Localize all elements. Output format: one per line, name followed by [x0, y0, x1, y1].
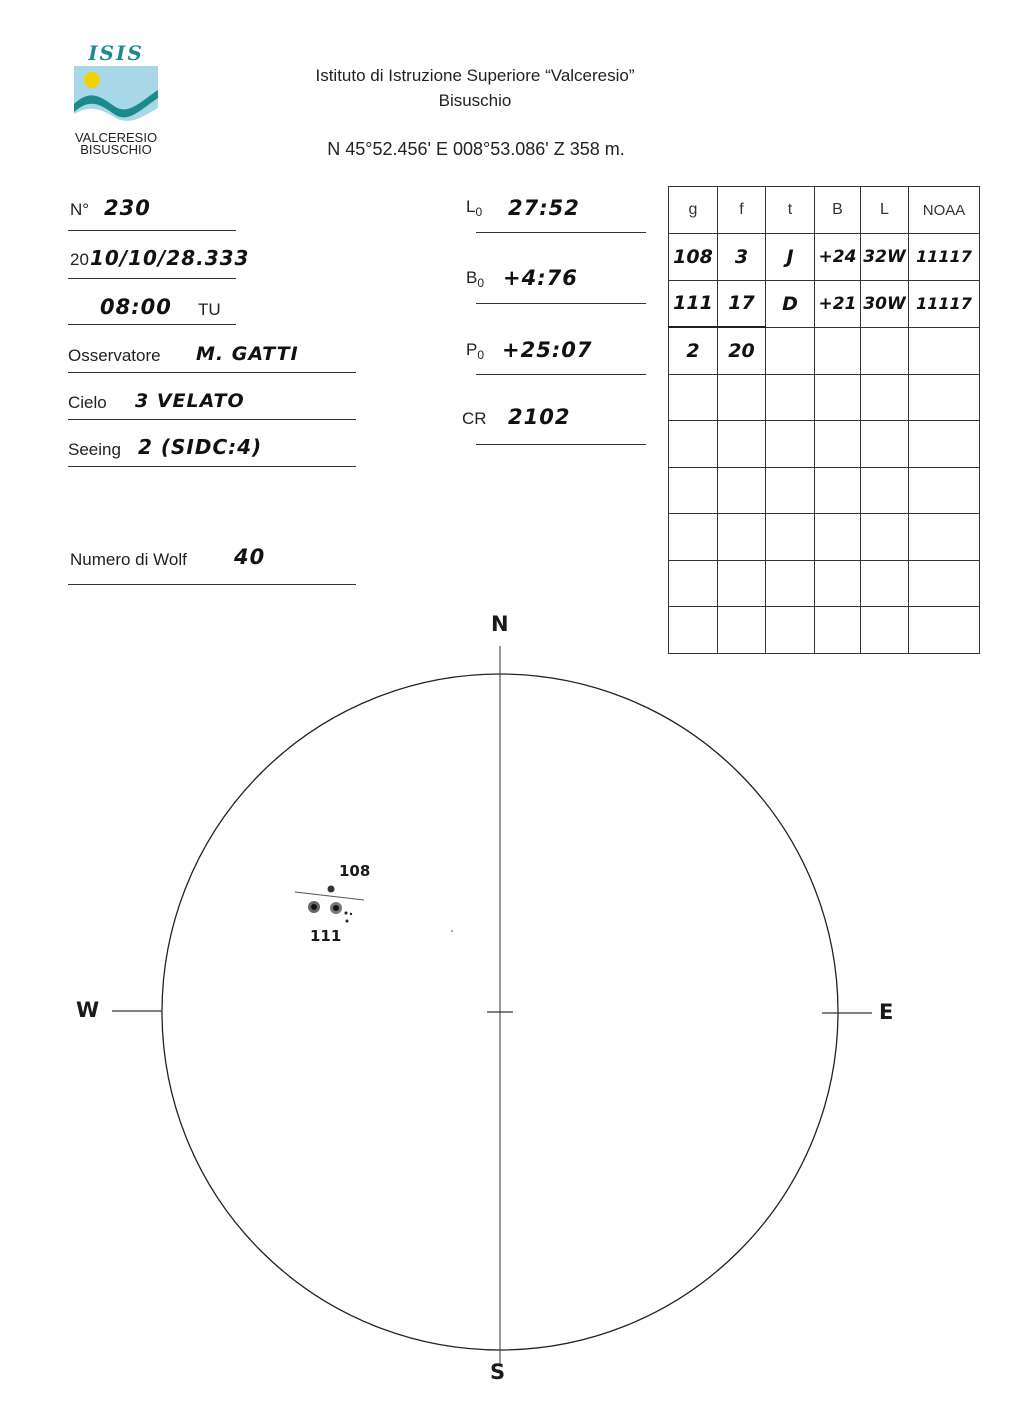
observer-label: Osservatore [68, 346, 161, 365]
cell-f [718, 514, 766, 561]
wolf-label: Numero di Wolf [70, 550, 187, 569]
cell-t: J [766, 234, 815, 281]
sky-rule [68, 419, 356, 420]
cell-noaa [909, 327, 980, 374]
header-g: g [669, 187, 718, 234]
header-t: t [766, 187, 815, 234]
table-row [669, 374, 980, 421]
logo-line-2: BISUSCHIO [80, 142, 152, 157]
seeing-label: Seeing [68, 440, 121, 459]
l0-label: $L_0$ [466, 197, 483, 219]
cell-t: D [766, 280, 815, 327]
cell-l [861, 467, 909, 514]
cell-b [815, 467, 861, 514]
sky-label: Cielo [68, 393, 107, 412]
cell-g [669, 421, 718, 468]
cell-l [861, 374, 909, 421]
cell-l [861, 327, 909, 374]
cell-g: 108 [669, 234, 718, 281]
cell-t [766, 514, 815, 561]
cell-noaa [909, 374, 980, 421]
cell-t [766, 374, 815, 421]
cell-noaa [909, 467, 980, 514]
cell-b [815, 374, 861, 421]
institute-name: Istituto di Istruzione Superiore “Valceresio” [315, 66, 635, 85]
cell-l: 32W [861, 234, 909, 281]
date-value: 10/10/28.333 [90, 246, 250, 270]
cell-g [669, 514, 718, 561]
number-label: N° [70, 200, 90, 219]
table-row [669, 280, 980, 327]
p0-value: +25:07 [502, 338, 593, 362]
cell-b [815, 327, 861, 374]
cell-noaa: 11117 [909, 234, 980, 281]
group-label-111: 111 [310, 927, 342, 945]
west-label: W [76, 998, 100, 1022]
b0-value: +4:76 [503, 266, 578, 290]
table-row [669, 421, 980, 468]
time-rule [68, 324, 236, 325]
table-row [669, 514, 980, 561]
l0-value: 27:52 [508, 196, 580, 220]
cell-l: 30W [861, 280, 909, 327]
number-value: 230 [104, 196, 151, 220]
b0-rule [476, 303, 646, 304]
cell-b [815, 421, 861, 468]
sky-value: 3 VELATO [135, 390, 245, 412]
cell-t [766, 421, 815, 468]
cell-f [718, 421, 766, 468]
table-row [669, 467, 980, 514]
north-label: N [491, 612, 509, 636]
cell-b: +24 [815, 234, 861, 281]
south-label: S [490, 1360, 506, 1384]
cell-l [861, 514, 909, 561]
b0-label: $B_0$ [466, 268, 485, 290]
cell-f: 20 [718, 327, 766, 374]
institute-town: Bisuschio [438, 91, 512, 110]
observatory-coordinates: N 45°52.456' E 008°53.086' Z 358 m. [327, 139, 625, 159]
date-prefix: 20 [70, 250, 89, 269]
cell-f: 3 [718, 234, 766, 281]
cell-b: +21 [815, 280, 861, 327]
seeing-value: 2 (SIDC:4) [138, 435, 263, 459]
time-value: 08:00 [100, 295, 172, 319]
observer-rule [68, 372, 356, 373]
number-rule [68, 230, 236, 231]
cr-rule [476, 444, 646, 445]
cell-noaa [909, 421, 980, 468]
observer-value: M. GATTI [196, 343, 299, 365]
date-rule [68, 278, 236, 279]
cell-l [861, 421, 909, 468]
sunspot-group-drawing [295, 886, 453, 933]
cr-value: 2102 [508, 405, 571, 429]
time-unit: TU [198, 300, 221, 319]
logo-line-1: VALCERESIO [74, 130, 158, 145]
wolf-rule [68, 584, 356, 585]
cell-f: 17 [718, 280, 766, 327]
cell-f [718, 374, 766, 421]
header-noaa: NOAA [909, 187, 980, 234]
group-label-108: 108 [339, 862, 371, 880]
cell-b [815, 514, 861, 561]
table-row [669, 327, 980, 374]
logo-emblem-icon [70, 44, 162, 134]
table-row [669, 234, 980, 281]
p0-label: $P_0$ [466, 340, 485, 362]
sunspot-groups-table [668, 186, 980, 654]
header-b: B [815, 187, 861, 234]
school-logo [70, 44, 162, 159]
wolf-value: 40 [234, 545, 266, 569]
cell-t [766, 467, 815, 514]
l0-rule [476, 232, 646, 233]
cell-g: 111 [669, 280, 718, 327]
header-f: f [718, 187, 766, 234]
east-label: E [879, 1000, 894, 1024]
cell-f [718, 467, 766, 514]
cell-g [669, 374, 718, 421]
cell-noaa [909, 514, 980, 561]
cell-noaa: 11117 [909, 280, 980, 327]
solar-disk-drawing [0, 600, 1024, 1400]
p0-rule [476, 374, 646, 375]
header-l: L [861, 187, 909, 234]
table-header-row [669, 187, 980, 234]
cell-t [766, 327, 815, 374]
cell-g: 2 [669, 327, 718, 374]
logo-wordmark: ISIS [88, 44, 144, 65]
cell-g [669, 467, 718, 514]
cr-label: CR [462, 409, 487, 428]
seeing-rule [68, 466, 356, 467]
